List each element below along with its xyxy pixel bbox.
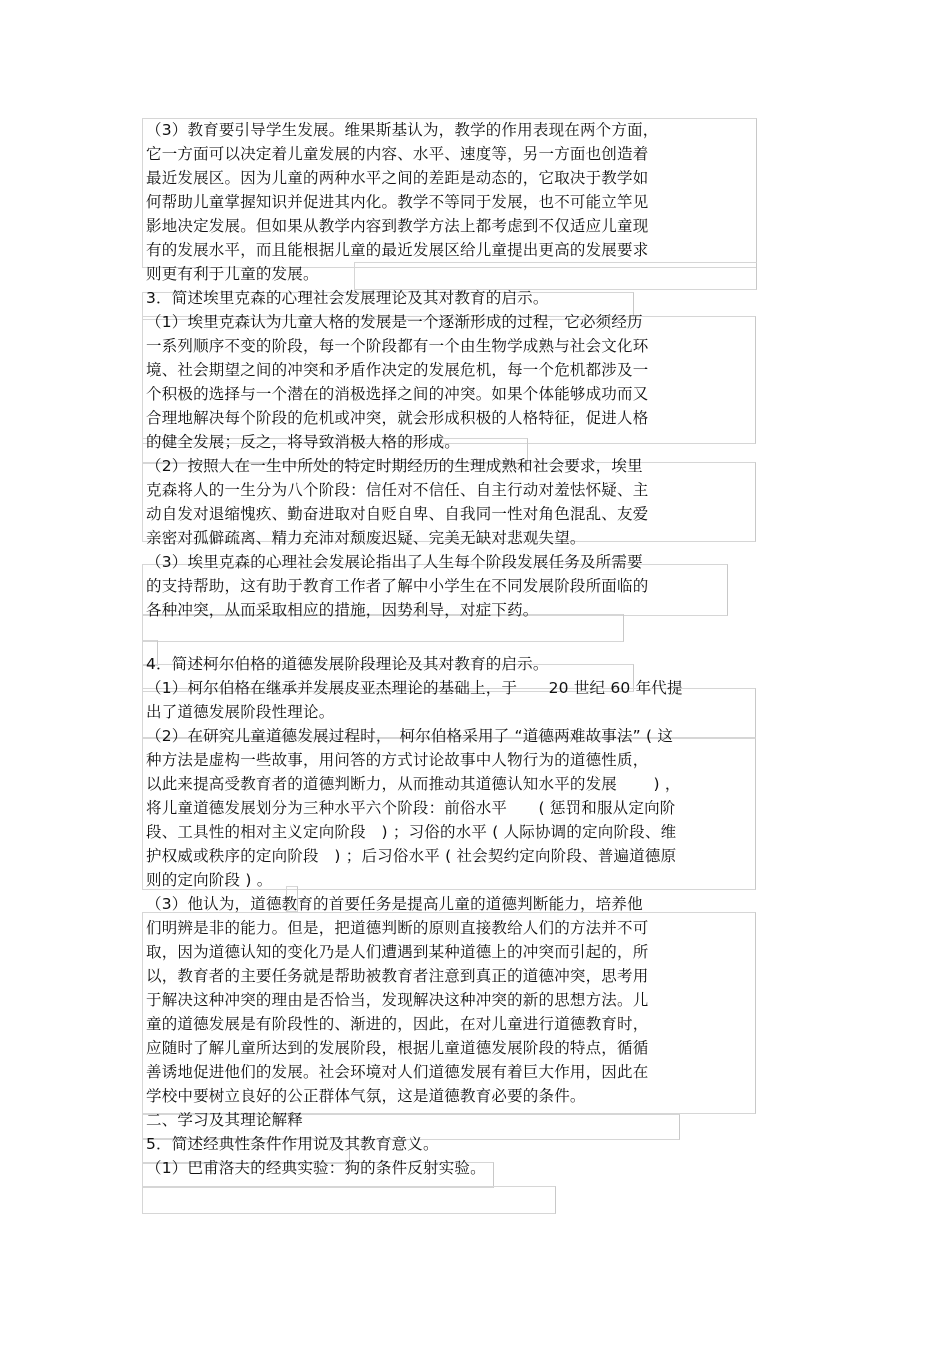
paragraph-line: 最近发展区。因为儿童的两种水平之间的差距是动态的，它取决于教学如 [146, 169, 649, 187]
paragraph-line: 个积极的选择与一个潜在的消极选择之间的冲突。如果个体能够成功而又 [146, 385, 649, 403]
paragraph-line: （1）柯尔伯格在继承并发展皮亚杰理论的基础上，于 20 世纪 60 年代提 [146, 679, 683, 697]
paragraph-line: 种方法是虚构一些故事，用问答的方式讨论故事中人物行为的道德性质， [146, 751, 649, 769]
paragraph-line: 一系列顺序不变的阶段，每一个阶段都有一个由生物学成熟与社会文化环 [146, 337, 649, 355]
paragraph-line: 学校中要树立良好的公正群体气氛，这是道德教育必要的条件。 [146, 1087, 586, 1105]
section-heading: 二、学习及其理论解释 [146, 1111, 304, 1129]
paragraph-line: 取，因为道德认知的变化乃是人们遭遇到某种道德上的冲突而引起的，所 [146, 943, 649, 961]
paragraph-line: 境、社会期望之间的冲突和矛盾作决定的发展危机，每一个危机都涉及一 [146, 361, 649, 379]
paragraph-line: 合理地解决每个阶段的危机或冲突，就会形成积极的人格特征，促进人格 [146, 409, 649, 427]
paragraph-line: 将儿童道德发展划分为三种水平六个阶段：前俗水平 ( 惩罚和服从定向阶 [146, 799, 676, 817]
paragraph-frame [142, 1186, 556, 1214]
section-heading: 3．简述埃里克森的心理社会发展理论及其对教育的启示。 [146, 289, 549, 307]
paragraph-line: 何帮助儿童掌握知识并促进其内化。教学不等同于发展，也不可能立竿见 [146, 193, 649, 211]
paragraph-line: （3）埃里克森的心理社会发展论指出了人生每个阶段发展任务及所需要 [146, 553, 643, 571]
paragraph-line: 克森将人的一生分为八个阶段：信任对不信任、自主行动对羞怯怀疑、主 [146, 481, 649, 499]
paragraph-line: 影地决定发展。但如果从教学内容到教学方法上都考虑到不仅适应儿童现 [146, 217, 649, 235]
paragraph-line: （2）在研究儿童道德发展过程时， 柯尔伯格采用了 “道德两难故事法” ( 这 [146, 727, 674, 745]
paragraph-line: 应随时了解儿童所达到的发展阶段，根据儿童道德发展阶段的特点，循循 [146, 1039, 649, 1057]
paragraph-line: 童的道德发展是有阶段性的、渐进的，因此，在对儿童进行道德教育时， [146, 1015, 649, 1033]
paragraph-line: 亲密对孤僻疏离、精力充沛对颓废迟疑、完美无缺对悲观失望。 [146, 529, 586, 547]
paragraph-line: 以此来提高受教育者的道德判断力，从而推动其道德认知水平的发展 ) ， [146, 775, 681, 793]
paragraph-line: （2）按照人在一生中所处的特定时期经历的生理成熟和社会要求，埃里 [146, 457, 643, 475]
paragraph-line: 的支持帮助，这有助于教育工作者了解中小学生在不同发展阶段所面临的 [146, 577, 649, 595]
paragraph-line: 善诱地促进他们的发展。社会环境对人们道德发展有着巨大作用，因此在 [146, 1063, 649, 1081]
section-heading: 5．简述经典性条件作用说及其教育意义。 [146, 1135, 439, 1153]
paragraph-line: （3）教育要引导学生发展。维果斯基认为，教学的作用表现在两个方面， [146, 121, 659, 139]
paragraph-line: 于解决这种冲突的理由是否恰当，发现解决这种冲突的新的思想方法。儿 [146, 991, 649, 1009]
paragraph-line: 有的发展水平，而且能根据儿童的最近发展区给儿童提出更高的发展要求 [146, 241, 649, 259]
paragraph-line: 的健全发展；反之，将导致消极人格的形成。 [146, 433, 461, 451]
paragraph-line: 动自发对退缩愧疚、勤奋进取对自贬自卑、自我同一性对角色混乱、友爱 [146, 505, 649, 523]
paragraph-line: 护权威或秩序的定向阶段 ) ；后习俗水平 ( 社会契约定向阶段、普遍道德原 [146, 847, 677, 865]
paragraph-line: 则更有利于儿童的发展。 [146, 265, 319, 283]
paragraph-line: （3）他认为，道德教育的首要任务是提高儿童的道德判断能力，培养他 [146, 895, 643, 913]
paragraph-line: 以，教育者的主要任务就是帮助被教育者注意到真正的道德冲突，思考用 [146, 967, 649, 985]
paragraph-line: 它一方面可以决定着儿童发展的内容、水平、速度等，另一方面也创造着 [146, 145, 649, 163]
paragraph-line: 出了道德发展阶段性理论。 [146, 703, 335, 721]
paragraph-line: （1）埃里克森认为儿童人格的发展是一个逐渐形成的过程，它必须经历 [146, 313, 643, 331]
paragraph-line: 各种冲突，从而采取相应的措施，因势利导，对症下药。 [146, 601, 539, 619]
section-heading: 4．简述柯尔伯格的道德发展阶段理论及其对教育的启示。 [146, 655, 549, 673]
paragraph-line: （1）巴甫洛夫的经典实验：狗的条件反射实验。 [146, 1159, 486, 1177]
paragraph-line: 则的定向阶段 ) 。 [146, 871, 273, 889]
paragraph-line: 们明辨是非的能力。但是，把道德判断的原则直接教给人们的方法并不可 [146, 919, 649, 937]
paragraph-line: 段、工具性的相对主义定向阶段 ) ；习俗的水平 ( 人际协调的定向阶段、维 [146, 823, 677, 841]
